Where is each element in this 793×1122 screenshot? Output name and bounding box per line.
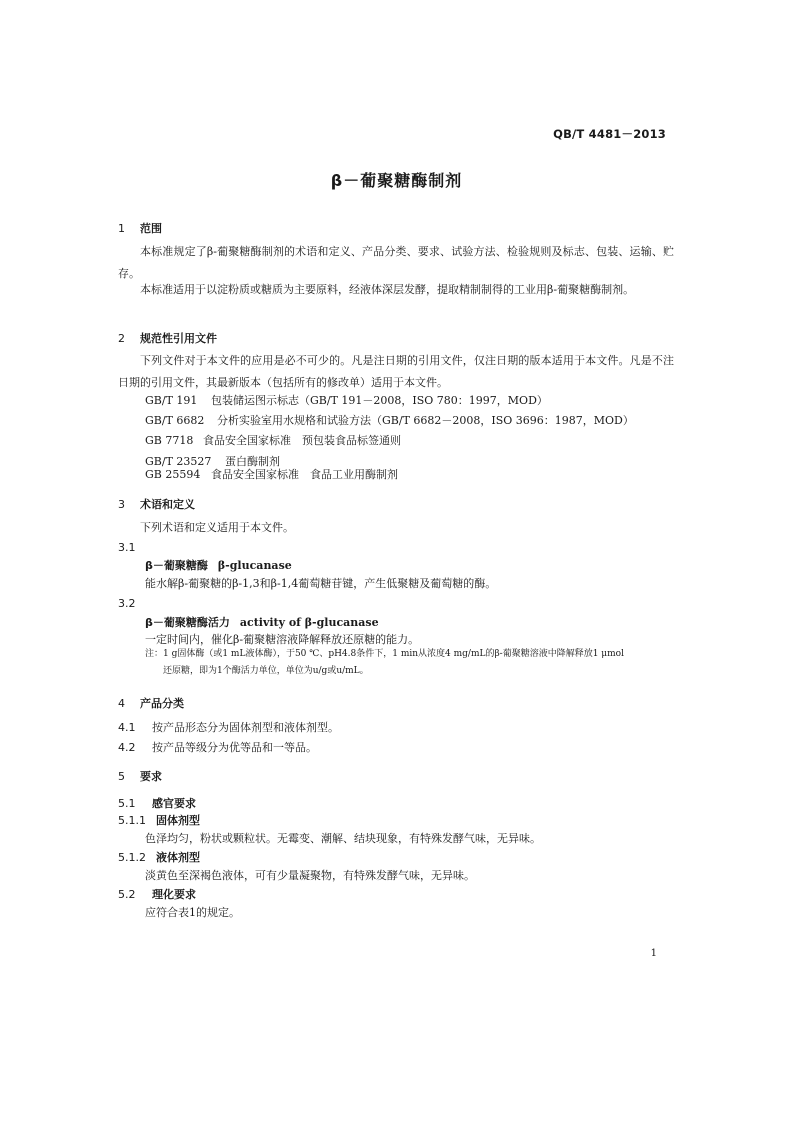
subsection-title: 液体剂型 bbox=[156, 851, 200, 864]
term-definition: 一定时间内，催化β-葡聚糖溶液降解释放还原糖的能力。 bbox=[145, 633, 420, 646]
term-number: 3.1 bbox=[118, 541, 136, 554]
reference-title: 蛋白酶制剂 bbox=[225, 455, 280, 468]
term-english: β-glucanase bbox=[217, 559, 292, 572]
term-number: 3.2 bbox=[118, 597, 136, 610]
paragraph: 下列文件对于本文件的应用是必不可少的。凡是注日期的引用文件，仅注日期的版本适用于本文件。凡是不注日期的引用文件，其最新版本（包括所有的修改单）适用于本文件。 bbox=[118, 354, 674, 389]
section-2-heading bbox=[118, 330, 217, 346]
reference-item bbox=[145, 412, 634, 428]
subsection-text: 色泽均匀，粉状或颗粒状。无霉变、潮解、结块现象，有特殊发酵气味，无异味。 bbox=[145, 832, 541, 845]
reference-code: GB/T 23527 bbox=[145, 455, 212, 468]
page-number: 1 bbox=[650, 948, 657, 959]
section-number: 5 bbox=[118, 770, 125, 783]
paragraph: 本标准规定了β-葡聚糖酶制剂的术语和定义、产品分类、要求、试验方法、检验规则及标志、包装、运输、贮存。 bbox=[118, 245, 674, 280]
subsection-heading bbox=[118, 849, 200, 865]
subsection-heading bbox=[118, 812, 200, 828]
reference-title: 食品安全国家标准 预包装食品标签通则 bbox=[203, 434, 401, 447]
subsection-title: 固体剂型 bbox=[156, 814, 200, 827]
reference-item bbox=[145, 466, 398, 482]
reference-code: GB/T 6682 bbox=[145, 414, 205, 427]
term-chinese: β－葡聚糖酶 bbox=[145, 559, 208, 572]
note-line: 还原糖，即为1个酶活力单位，单位为u/g或u/mL。 bbox=[163, 666, 369, 676]
clause-number: 4.2 bbox=[118, 741, 136, 754]
reference-title: 包装储运图示标志（GB/T 191－2008，ISO 780：1997，MOD） bbox=[211, 394, 548, 407]
section-title: 规范性引用文件 bbox=[140, 332, 217, 345]
reference-code: GB/T 191 bbox=[145, 394, 198, 407]
subsection-number: 5.1.1 bbox=[118, 814, 146, 827]
section-4-heading bbox=[118, 695, 184, 711]
reference-item bbox=[145, 392, 548, 408]
section-title: 术语和定义 bbox=[140, 498, 195, 511]
subsection-number: 5.1.2 bbox=[118, 851, 146, 864]
subsection-heading bbox=[118, 795, 196, 811]
reference-code: GB 25594 bbox=[145, 468, 201, 481]
subsection-text: 淡黄色至深褐色液体，可有少量凝聚物，有特殊发酵气味，无异味。 bbox=[145, 869, 475, 882]
paragraph: 本标准适用于以淀粉质或糖质为主要原料，经液体深层发酵，提取精制制得的工业用β-葡聚糖酶制剂。 bbox=[140, 283, 635, 296]
section-5-heading bbox=[118, 768, 162, 784]
subsection-heading bbox=[118, 886, 196, 902]
section-number: 2 bbox=[118, 332, 125, 345]
note-line: 注：1 g固体酶（或1 mL液体酶），于50 ℃、pH4.8条件下，1 min从浓度4 mg/mL的β-葡聚糖溶液中降解释放1 μmol bbox=[145, 649, 624, 659]
term-entry bbox=[145, 614, 379, 630]
clause-text: 按产品等级分为优等品和一等品。 bbox=[152, 741, 317, 754]
clause-item bbox=[118, 739, 317, 755]
subsection-number: 5.2 bbox=[118, 888, 136, 901]
subsection-title: 理化要求 bbox=[152, 888, 196, 901]
section-number: 1 bbox=[118, 222, 125, 235]
clause-number: 4.1 bbox=[118, 721, 136, 734]
section-title: 产品分类 bbox=[140, 697, 184, 710]
subsection-title: 感官要求 bbox=[152, 797, 196, 810]
term-english: activity of β-glucanase bbox=[239, 616, 379, 629]
standard-code: QB/T 4481－2013 bbox=[553, 127, 666, 141]
reference-title: 分析实验室用水规格和试验方法（GB/T 6682－2008，ISO 3696：1987，MOD） bbox=[217, 414, 634, 427]
section-1-heading bbox=[118, 220, 162, 236]
section-title: 范围 bbox=[140, 222, 162, 235]
clause-text: 按产品形态分为固体剂型和液体剂型。 bbox=[152, 721, 339, 734]
reference-item bbox=[145, 432, 401, 448]
section-3-heading bbox=[118, 496, 195, 512]
document-title: β－葡聚糖酶制剂 bbox=[330, 171, 463, 190]
reference-title: 食品安全国家标准 食品工业用酶制剂 bbox=[211, 468, 398, 481]
reference-code: GB 7718 bbox=[145, 434, 194, 447]
section-title: 要求 bbox=[140, 770, 162, 783]
term-note bbox=[145, 646, 675, 680]
clause-item bbox=[118, 719, 339, 735]
subsection-text: 应符合表1的规定。 bbox=[145, 906, 240, 919]
section-number: 4 bbox=[118, 697, 125, 710]
term-definition: 能水解β-葡聚糖的β-1,3和β-1,4葡萄糖苷键，产生低聚糖及葡萄糖的酶。 bbox=[145, 577, 497, 590]
term-entry bbox=[145, 557, 292, 573]
paragraph: 下列术语和定义适用于本文件。 bbox=[140, 521, 294, 534]
subsection-number: 5.1 bbox=[118, 797, 136, 810]
section-number: 3 bbox=[118, 498, 125, 511]
term-chinese: β－葡聚糖酶活力 bbox=[145, 616, 230, 629]
